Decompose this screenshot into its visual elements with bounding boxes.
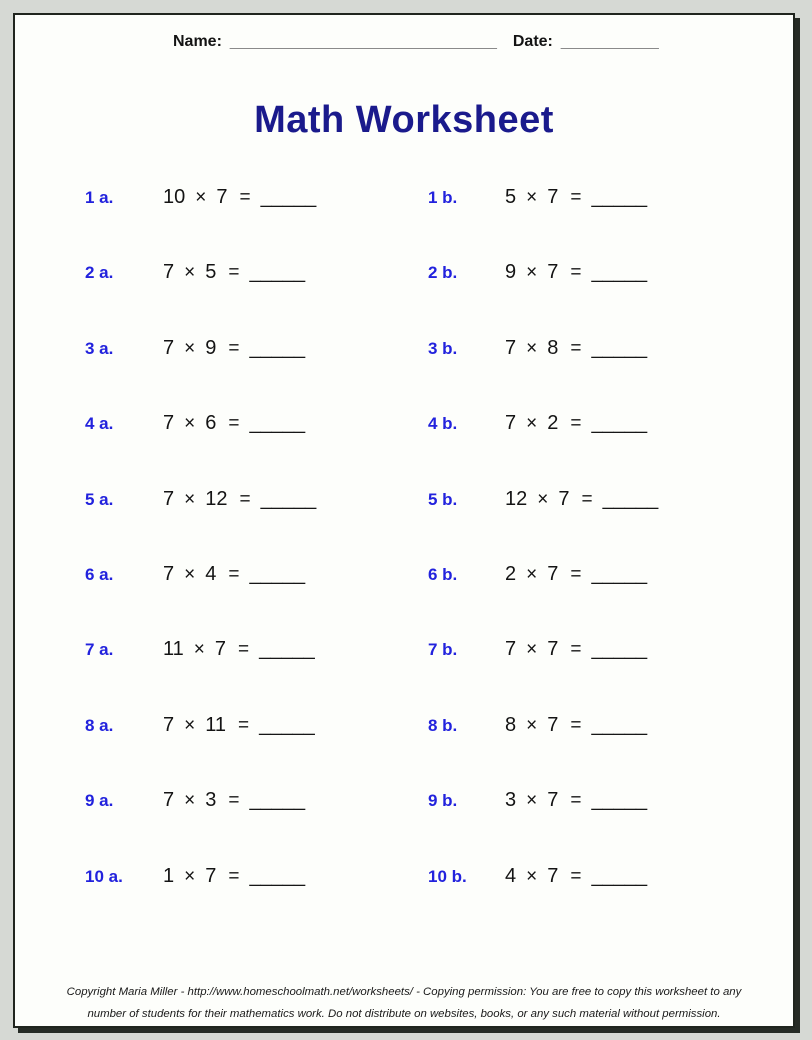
times-operator: × [526,413,538,435]
answer-blank: _____ [591,261,648,284]
problems [15,186,793,940]
factor-1: 7 [163,487,175,510]
problem-equation-a [163,412,305,435]
problem-label-b: 5 b. [428,489,458,509]
factor-1: 3 [505,789,517,812]
factor-2: 12 [205,487,228,510]
equals-sign: = [570,639,582,661]
factor-2: 7 [558,487,570,510]
answer-blank: _____ [249,261,306,284]
times-operator: × [526,337,538,359]
factor-1: 7 [163,713,175,736]
problem-equation-b [505,789,647,812]
problem-label-a: 6 a. [85,564,114,584]
answer-blank: _____ [591,412,648,435]
factor-1: 7 [163,336,175,359]
problem-label-a: 1 a. [85,188,114,207]
factor-2: 7 [214,638,226,661]
answer-blank: _____ [249,864,306,887]
problem-row [15,412,793,487]
problem-label-a: 10 a. [85,866,123,886]
times-operator: × [195,187,207,208]
times-operator: × [184,488,196,510]
problem-row [15,488,793,563]
answer-blank: _____ [249,562,306,585]
times-operator: × [537,488,549,510]
factor-2: 9 [205,336,217,359]
times-operator: × [184,790,196,812]
problem-label-b: 6 b. [428,564,458,584]
factor-2: 7 [547,864,559,887]
problem-label-b: 1 b. [428,188,458,207]
factor-1: 7 [505,638,517,661]
problem-label-a: 3 a. [85,338,114,358]
equals-sign: = [228,563,240,585]
problem-label-b: 2 b. [428,263,458,283]
problem-row [15,337,793,412]
factor-1: 7 [163,412,175,435]
answer-blank: _____ [591,789,648,812]
times-operator: × [526,563,538,585]
problem-equation-b [505,865,647,888]
times-operator: × [184,337,196,359]
factor-2: 7 [547,638,559,661]
equals-sign: = [570,790,582,812]
equals-sign: = [570,187,582,208]
times-operator: × [184,714,196,736]
problem-row [15,186,793,261]
factor-2: 7 [216,186,228,208]
factor-1: 5 [505,186,517,208]
problem-label-a: 9 a. [85,791,114,811]
problem-row [15,789,793,864]
factor-2: 11 [205,713,226,736]
problem-row [15,638,793,713]
factor-2: 7 [547,261,559,284]
factor-2: 8 [547,336,559,359]
problem-equation-a [163,638,315,661]
problem-equation-a [163,186,316,209]
factor-1: 10 [163,186,186,208]
times-operator: × [526,639,538,661]
equals-sign: = [239,187,251,208]
times-operator: × [526,865,538,887]
answer-blank: _____ [591,864,648,887]
name-fill-line: ______________________________ [229,33,497,50]
equals-sign: = [570,337,582,359]
times-operator: × [184,563,196,585]
factor-1: 11 [163,638,184,661]
factor-1: 7 [505,336,517,359]
factor-1: 9 [505,261,517,284]
problem-equation-b [505,412,647,435]
answer-blank: _____ [249,412,306,435]
problem-label-b: 8 b. [428,715,458,735]
times-operator: × [526,262,538,284]
problem-equation-a [163,261,305,284]
factor-2: 7 [547,789,559,812]
factor-1: 7 [163,261,175,284]
problem-row [15,261,793,336]
answer-blank: _____ [259,638,315,661]
times-operator: × [526,714,538,736]
times-operator: × [526,790,538,812]
equals-sign: = [570,563,582,585]
equals-sign: = [228,262,240,284]
copyright-line-2: number of students for their mathematics work. Do not distribute on websites, books, or any such material without permission. [87,1008,721,1020]
problem-label-b: 10 b. [428,866,467,886]
equals-sign: = [238,714,250,736]
factor-2: 7 [547,713,559,736]
problem-equation-b [505,261,647,284]
copyright-line-1: Copyright Maria Miller - http://www.homeschoolmath.net/worksheets/ - Copying permission: You are free to copy this worksheet to any [66,986,742,998]
factor-1: 7 [505,412,517,435]
times-operator: × [526,187,538,208]
answer-blank: _____ [259,713,315,736]
problem-label-a: 2 a. [85,263,114,283]
answer-blank: _____ [249,789,306,812]
problem-equation-b [505,337,647,360]
answer-blank: _____ [591,186,648,208]
factor-2: 5 [205,261,217,284]
problem-equation-b [505,714,647,737]
factor-2: 7 [205,864,217,887]
problem-row [15,714,793,789]
answer-blank: _____ [260,186,317,208]
equals-sign: = [238,639,250,661]
answer-blank: _____ [591,638,648,661]
factor-1: 12 [505,487,528,510]
equals-sign: = [570,413,582,435]
answer-blank: _____ [249,336,306,359]
problem-equation-b [505,186,647,209]
problem-label-a: 5 a. [85,489,114,509]
problem-label-a: 8 a. [85,715,114,735]
times-operator: × [184,865,196,887]
factor-1: 8 [505,713,517,736]
factor-1: 4 [505,864,517,887]
equals-sign: = [228,337,240,359]
problem-equation-a [163,789,305,812]
factor-2: 7 [547,562,559,585]
problem-equation-a [163,488,316,511]
times-operator: × [184,413,196,435]
problem-row [15,563,793,638]
problem-row [15,865,793,940]
factor-1: 7 [163,562,175,585]
problem-label-a: 7 a. [85,640,114,660]
copyright-footer [15,981,793,1025]
header-row [173,33,659,51]
equals-sign: = [228,865,240,887]
answer-blank: _____ [602,487,659,510]
equals-sign: = [239,488,251,510]
times-operator: × [193,639,205,661]
equals-sign: = [228,790,240,812]
equals-sign: = [570,865,582,887]
equals-sign: = [570,714,582,736]
times-operator: × [184,262,196,284]
factor-2: 3 [205,789,217,812]
problem-equation-a [163,714,315,737]
problem-label-b: 4 b. [428,414,458,434]
answer-blank: _____ [591,336,648,359]
problem-label-b: 3 b. [428,338,458,358]
worksheet-page [13,13,795,1028]
problem-equation-a [163,865,305,888]
factor-1: 1 [163,864,175,887]
name-label: Name: [173,33,222,50]
problem-label-b: 9 b. [428,791,458,811]
factor-2: 7 [547,186,559,208]
page-title: Math Worksheet [254,99,554,141]
factor-2: 6 [205,412,217,435]
factor-2: 2 [547,412,559,435]
date-label: Date: [512,33,553,50]
problem-label-a: 4 a. [85,414,114,434]
answer-blank: _____ [591,713,648,736]
date-fill-line: ___________ [560,33,659,50]
problem-equation-b [505,638,647,661]
equals-sign: = [570,262,582,284]
problem-equation-a [163,563,305,586]
problem-equation-a [163,337,305,360]
factor-1: 7 [163,789,175,812]
problem-label-b: 7 b. [428,640,458,660]
equals-sign: = [228,413,240,435]
answer-blank: _____ [260,487,317,510]
problem-equation-b [505,563,647,586]
problem-equation-b [505,488,658,511]
factor-1: 2 [505,562,517,585]
factor-2: 4 [205,562,217,585]
equals-sign: = [581,488,593,510]
answer-blank: _____ [591,562,648,585]
